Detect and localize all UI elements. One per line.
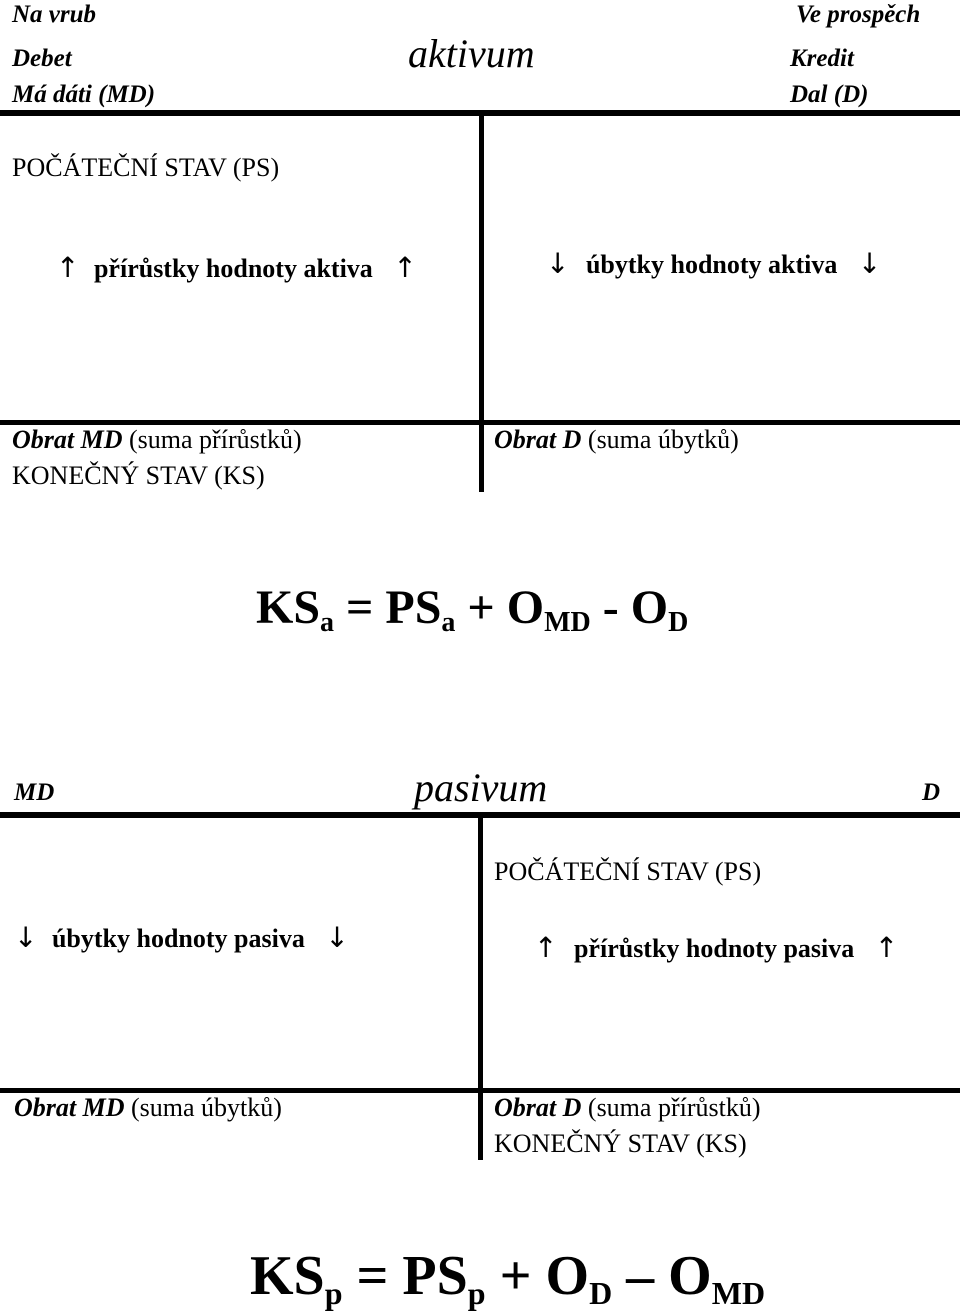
liability-d-label: D bbox=[922, 779, 941, 806]
liability-turnover-d-desc: (suma přírůstků) bbox=[587, 1093, 761, 1122]
liability-closing-balance: KONEČNÝ STAV (KS) bbox=[494, 1129, 747, 1158]
up-arrow-icon: ↑ bbox=[393, 251, 417, 284]
header-dal: Dal (D) bbox=[790, 81, 869, 108]
asset-turnover-d-label: Obrat D bbox=[494, 425, 582, 454]
asset-turnover-d-desc: (suma úbytků) bbox=[587, 425, 739, 454]
up-arrow-icon: ↑ bbox=[534, 931, 558, 964]
liability-turnover-d-label: Obrat D bbox=[494, 1093, 582, 1122]
formula-o1-sub: D bbox=[589, 1275, 613, 1311]
header-na-vrub: Na vrub bbox=[12, 1, 97, 28]
formula-ks-sub: p bbox=[324, 1275, 343, 1311]
down-arrow-icon: ↓ bbox=[546, 247, 570, 280]
liability-opening-balance: POČÁTEČNÍ STAV (PS) bbox=[494, 857, 762, 886]
liability-formula bbox=[250, 1244, 766, 1311]
liability-md-label: MD bbox=[14, 779, 55, 806]
formula-ps-sub: p bbox=[467, 1275, 486, 1311]
asset-opening-balance: POČÁTEČNÍ STAV (PS) bbox=[12, 153, 280, 182]
asset-turnover-md bbox=[12, 424, 302, 456]
liability-turnover-d bbox=[494, 1092, 761, 1124]
asset-title: aktivum bbox=[408, 31, 535, 76]
asset-turnover-md-desc: (suma přírůstků) bbox=[129, 425, 302, 454]
formula-ps-sub: a bbox=[441, 607, 456, 638]
asset-turnover-md-label: Obrat MD bbox=[12, 425, 123, 454]
header-ma-dati: Má dáti (MD) bbox=[12, 81, 156, 108]
liability-turnover-md bbox=[14, 1092, 282, 1124]
formula-minus: – bbox=[626, 1245, 655, 1307]
up-arrow-icon: ↑ bbox=[56, 251, 80, 284]
liability-increases-row bbox=[534, 932, 898, 965]
formula-ps: PS bbox=[385, 581, 442, 634]
liability-decreases-label: úbytky hodnoty pasiva bbox=[51, 924, 305, 953]
header-debet: Debet bbox=[12, 45, 72, 72]
down-arrow-icon: ↓ bbox=[325, 921, 349, 954]
formula-o1: O bbox=[506, 581, 545, 634]
formula-minus: - bbox=[602, 581, 619, 634]
asset-formula bbox=[256, 580, 688, 636]
asset-center-rule bbox=[479, 116, 484, 492]
formula-o2-sub: MD bbox=[711, 1275, 766, 1311]
liability-decreases-row bbox=[14, 922, 349, 955]
formula-eq: = bbox=[346, 581, 374, 634]
header-kredit: Kredit bbox=[790, 45, 854, 72]
formula-plus: + bbox=[499, 1245, 532, 1307]
liability-turnover-md-label: Obrat MD bbox=[14, 1093, 125, 1122]
liability-center-rule bbox=[478, 818, 483, 1160]
liability-title: pasivum bbox=[414, 765, 548, 810]
formula-o2-sub: D bbox=[668, 607, 689, 638]
asset-decreases-label: úbytky hodnoty aktiva bbox=[585, 250, 838, 279]
formula-ps: PS bbox=[402, 1245, 468, 1307]
formula-eq: = bbox=[356, 1245, 389, 1307]
formula-plus: + bbox=[467, 581, 495, 634]
liability-turnover-md-desc: (suma úbytků) bbox=[131, 1093, 282, 1122]
asset-decreases-row bbox=[546, 248, 881, 281]
formula-o2: O bbox=[630, 581, 669, 634]
liability-increases-label: přírůstky hodnoty pasiva bbox=[573, 934, 855, 963]
down-arrow-icon: ↓ bbox=[857, 247, 882, 280]
formula-o1: O bbox=[545, 1245, 590, 1307]
asset-closing-balance: KONEČNÝ STAV (KS) bbox=[12, 461, 265, 490]
formula-o2: O bbox=[668, 1245, 712, 1307]
up-arrow-icon: ↑ bbox=[874, 931, 899, 964]
asset-increases-row bbox=[56, 252, 417, 285]
down-arrow-icon: ↓ bbox=[14, 921, 38, 954]
asset-increases-label: přírůstky hodnoty aktiva bbox=[93, 254, 373, 283]
formula-ks-sub: a bbox=[320, 607, 335, 638]
formula-o1-sub: MD bbox=[544, 607, 591, 638]
asset-turnover-d bbox=[494, 424, 739, 456]
header-ve-prospech: Ve prospěch bbox=[796, 1, 921, 28]
formula-ks: KS bbox=[250, 1245, 325, 1307]
formula-ks: KS bbox=[256, 581, 321, 634]
